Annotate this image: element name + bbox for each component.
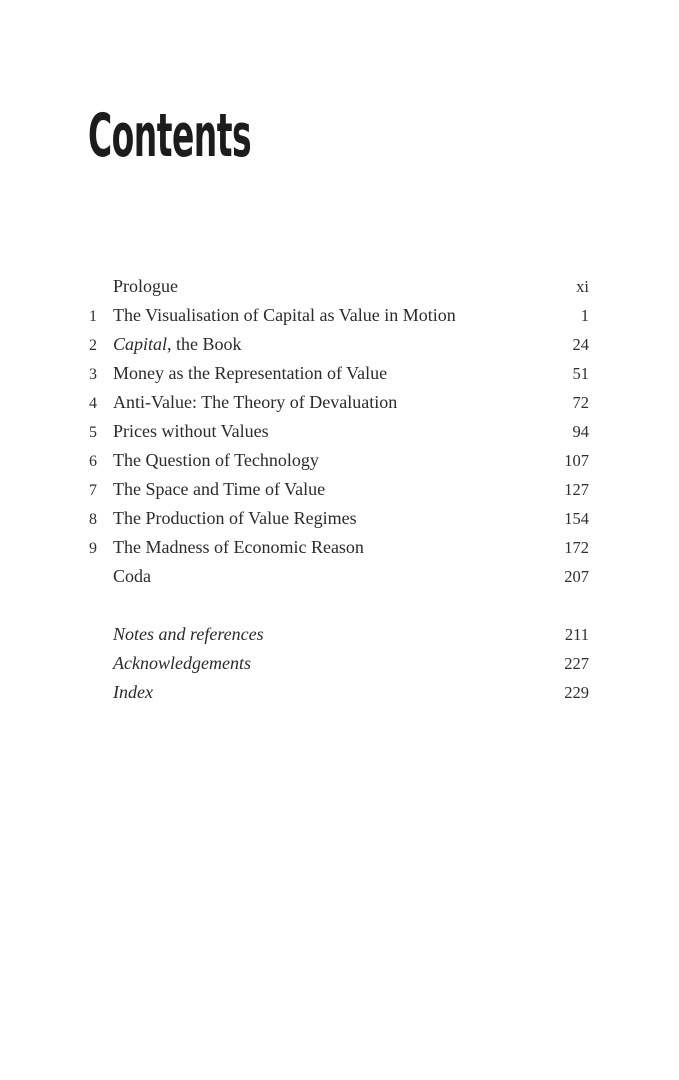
page-number: 227 xyxy=(564,654,589,673)
chapter-number: 9 xyxy=(89,540,97,557)
page-number: 154 xyxy=(564,509,589,528)
backmatter-title: Notes and references xyxy=(113,624,264,644)
chapter-title-text: The Question of Technology xyxy=(113,450,319,470)
page-number: 207 xyxy=(564,567,589,586)
chapter-title-text: The Space and Time of Value xyxy=(113,479,326,499)
toc-row xyxy=(84,421,589,450)
page-number: 72 xyxy=(572,393,589,412)
chapter-title-text: The Madness of Economic Reason xyxy=(113,537,364,557)
table-of-contents xyxy=(84,276,589,711)
toc-row xyxy=(84,334,589,363)
chapter-title xyxy=(97,276,568,297)
chapter-title xyxy=(97,363,565,384)
chapter-number: 6 xyxy=(89,453,97,470)
toc-row xyxy=(84,653,589,682)
page-number: 211 xyxy=(564,625,589,644)
chapter-title xyxy=(97,392,565,413)
chapter-title-text: Anti-Value: The Theory of Devaluation xyxy=(113,392,398,412)
chapter-title xyxy=(97,537,556,558)
chapter-number: 4 xyxy=(89,395,97,412)
chapter-title xyxy=(97,305,573,326)
page-number: 1 xyxy=(580,306,589,325)
chapter-title xyxy=(97,450,556,471)
page-number: 94 xyxy=(572,422,589,441)
chapter-title-text: , the Book xyxy=(167,334,242,354)
chapter-title-text: Prices without Values xyxy=(113,421,269,441)
chapter-title-text: The Visualisation of Capital as Value in Motion xyxy=(113,305,456,325)
chapter-title-text: Prologue xyxy=(113,276,178,296)
page-number: 51 xyxy=(572,364,589,383)
chapter-number: 3 xyxy=(89,366,97,383)
page-number: 127 xyxy=(564,480,589,499)
toc-row xyxy=(84,508,589,537)
toc-row xyxy=(84,392,589,421)
chapter-title xyxy=(97,508,556,529)
backmatter-title: Index xyxy=(113,682,153,702)
page-number: 172 xyxy=(564,538,589,557)
chapter-number: 2 xyxy=(89,337,97,354)
toc-row xyxy=(84,305,589,334)
page-number: xi xyxy=(576,277,589,296)
toc-row xyxy=(84,479,589,508)
page-number: 24 xyxy=(572,335,589,354)
chapter-title-text: Money as the Representation of Value xyxy=(113,363,388,383)
chapter-title xyxy=(97,479,556,500)
toc-row xyxy=(84,363,589,392)
toc-row xyxy=(84,682,589,711)
chapter-title-text: The Production of Value Regimes xyxy=(113,508,357,528)
page-title: Contents xyxy=(88,101,252,171)
chapter-title xyxy=(97,334,565,355)
chapter-number: 7 xyxy=(89,482,97,499)
page-number: 229 xyxy=(564,683,589,702)
toc-row xyxy=(84,566,589,595)
toc-row xyxy=(84,537,589,566)
page-number: 107 xyxy=(564,451,589,470)
toc-row xyxy=(84,276,589,305)
toc-row xyxy=(84,450,589,479)
backmatter-title: Acknowledgements xyxy=(113,653,251,673)
chapter-title-text: Coda xyxy=(113,566,151,586)
chapter-number: 1 xyxy=(89,308,97,325)
toc-row xyxy=(84,624,589,653)
chapter-number: 5 xyxy=(89,424,97,441)
chapter-number: 8 xyxy=(89,511,97,528)
chapter-title xyxy=(97,421,565,442)
chapter-title-italic: Capital xyxy=(113,334,168,354)
chapter-title xyxy=(97,566,556,587)
backmatter-section xyxy=(84,624,589,711)
